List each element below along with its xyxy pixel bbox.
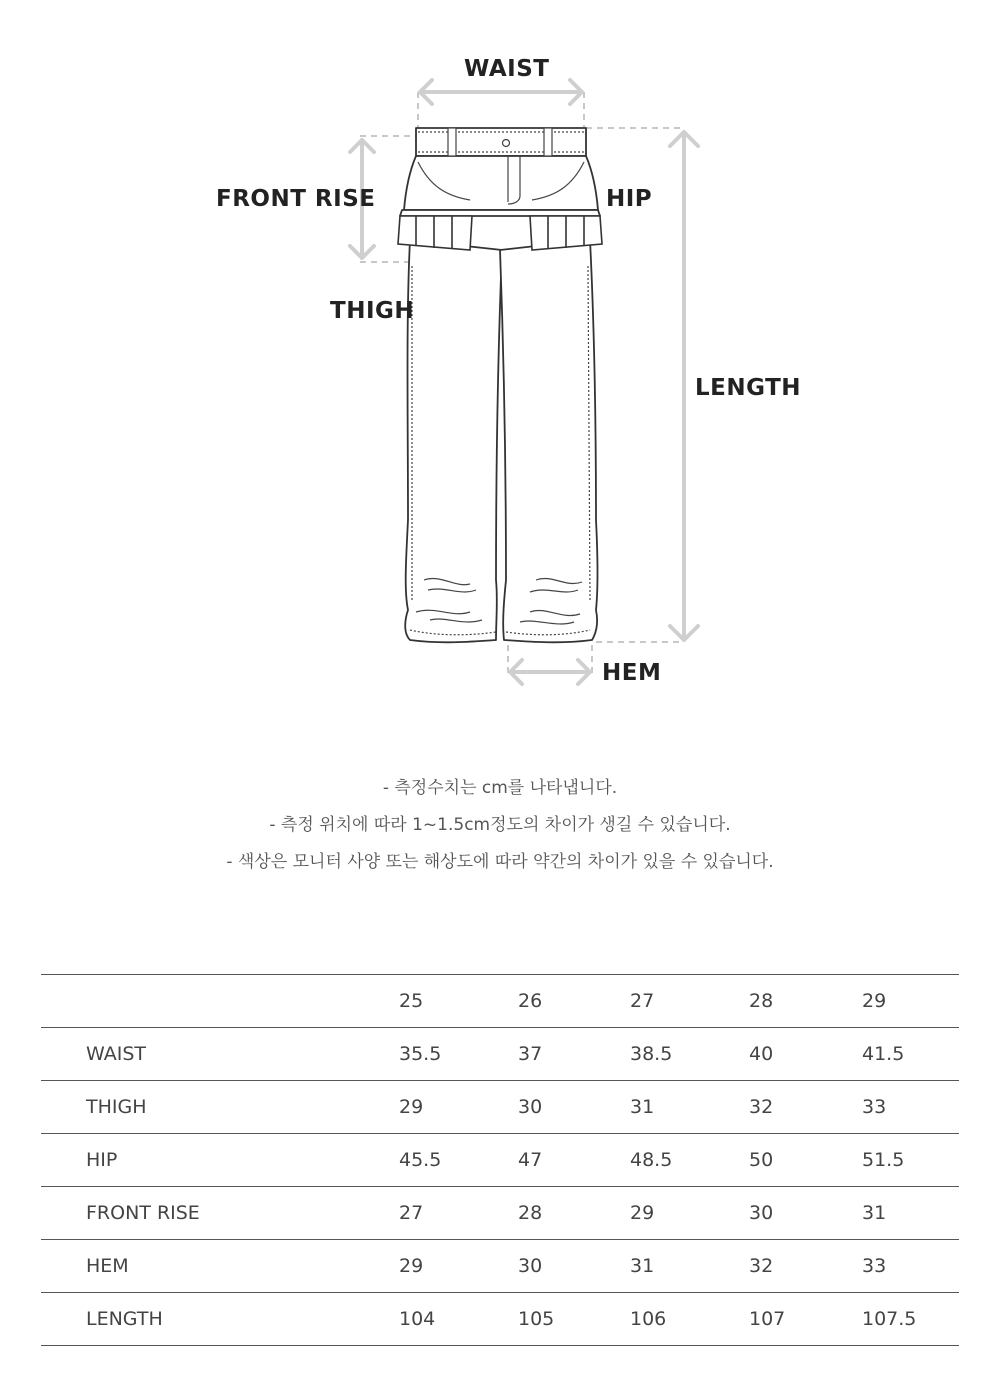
- row-label: WAIST: [41, 1028, 399, 1081]
- table-cell: 30: [518, 1081, 630, 1134]
- table-cell: 30: [749, 1187, 862, 1240]
- size-header: 26: [518, 975, 630, 1028]
- table-row: [41, 1187, 959, 1240]
- table-cell: 29: [399, 1240, 518, 1293]
- table-cell: 51.5: [862, 1134, 959, 1187]
- hem-label: HEM: [602, 660, 662, 686]
- table-cell: 41.5: [862, 1028, 959, 1081]
- table-cell: 48.5: [630, 1134, 749, 1187]
- table-cell: 33: [862, 1081, 959, 1134]
- hem-arrow: [510, 660, 590, 684]
- measurement-notes: [0, 774, 1000, 885]
- table-cell: 30: [518, 1240, 630, 1293]
- front-rise-label: FRONT RISE: [216, 186, 376, 212]
- table-cell: 28: [518, 1187, 630, 1240]
- table-cell: 38.5: [630, 1028, 749, 1081]
- row-label: HIP: [41, 1134, 399, 1187]
- size-header: 25: [399, 975, 518, 1028]
- row-label: HEM: [41, 1240, 399, 1293]
- waist-label: WAIST: [464, 56, 550, 82]
- length-arrow: [670, 132, 698, 640]
- table-cell: 104: [399, 1293, 518, 1346]
- hip-label: HIP: [606, 186, 653, 212]
- table-cell: 107.5: [862, 1293, 959, 1346]
- table-row: [41, 1028, 959, 1081]
- table-cell: 29: [399, 1081, 518, 1134]
- pleats: [398, 216, 602, 250]
- row-label: THIGH: [41, 1081, 399, 1134]
- table-cell: 27: [399, 1187, 518, 1240]
- row-label: FRONT RISE: [41, 1187, 399, 1240]
- table-cell: 32: [749, 1240, 862, 1293]
- table-cell: 45.5: [399, 1134, 518, 1187]
- note-line: - 색상은 모니터 사양 또는 해상도에 따라 약간의 차이가 있을 수 있습니다.: [226, 852, 774, 872]
- table-cell: 31: [630, 1081, 749, 1134]
- table-header-corner: [41, 975, 399, 1028]
- size-header: 29: [862, 975, 959, 1028]
- table-row: [41, 1240, 959, 1293]
- table-cell: 33: [862, 1240, 959, 1293]
- row-label: LENGTH: [41, 1293, 399, 1346]
- table-cell: 40: [749, 1028, 862, 1081]
- note-line: - 측정수치는 cm를 나타냅니다.: [382, 778, 618, 798]
- size-table: [41, 974, 959, 1346]
- table-header-row: [41, 975, 959, 1028]
- table-cell: 105: [518, 1293, 630, 1346]
- table-row: [41, 1134, 959, 1187]
- table-cell: 29: [630, 1187, 749, 1240]
- table-row: [41, 1293, 959, 1346]
- length-label: LENGTH: [695, 375, 802, 401]
- note-line: - 측정 위치에 따라 1~1.5cm정도의 차이가 생길 수 있습니다.: [269, 815, 731, 835]
- size-header: 28: [749, 975, 862, 1028]
- table-row: [41, 1081, 959, 1134]
- table-cell: 47: [518, 1134, 630, 1187]
- table-cell: 35.5: [399, 1028, 518, 1081]
- table-cell: 31: [630, 1240, 749, 1293]
- table-cell: 106: [630, 1293, 749, 1346]
- pants-outline: [400, 128, 600, 642]
- size-header: 27: [630, 975, 749, 1028]
- table-cell: 31: [862, 1187, 959, 1240]
- table-cell: 107: [749, 1293, 862, 1346]
- thigh-label: THIGH: [330, 298, 415, 324]
- table-cell: 37: [518, 1028, 630, 1081]
- table-cell: 50: [749, 1134, 862, 1187]
- table-cell: 32: [749, 1081, 862, 1134]
- waist-arrow: [420, 80, 582, 104]
